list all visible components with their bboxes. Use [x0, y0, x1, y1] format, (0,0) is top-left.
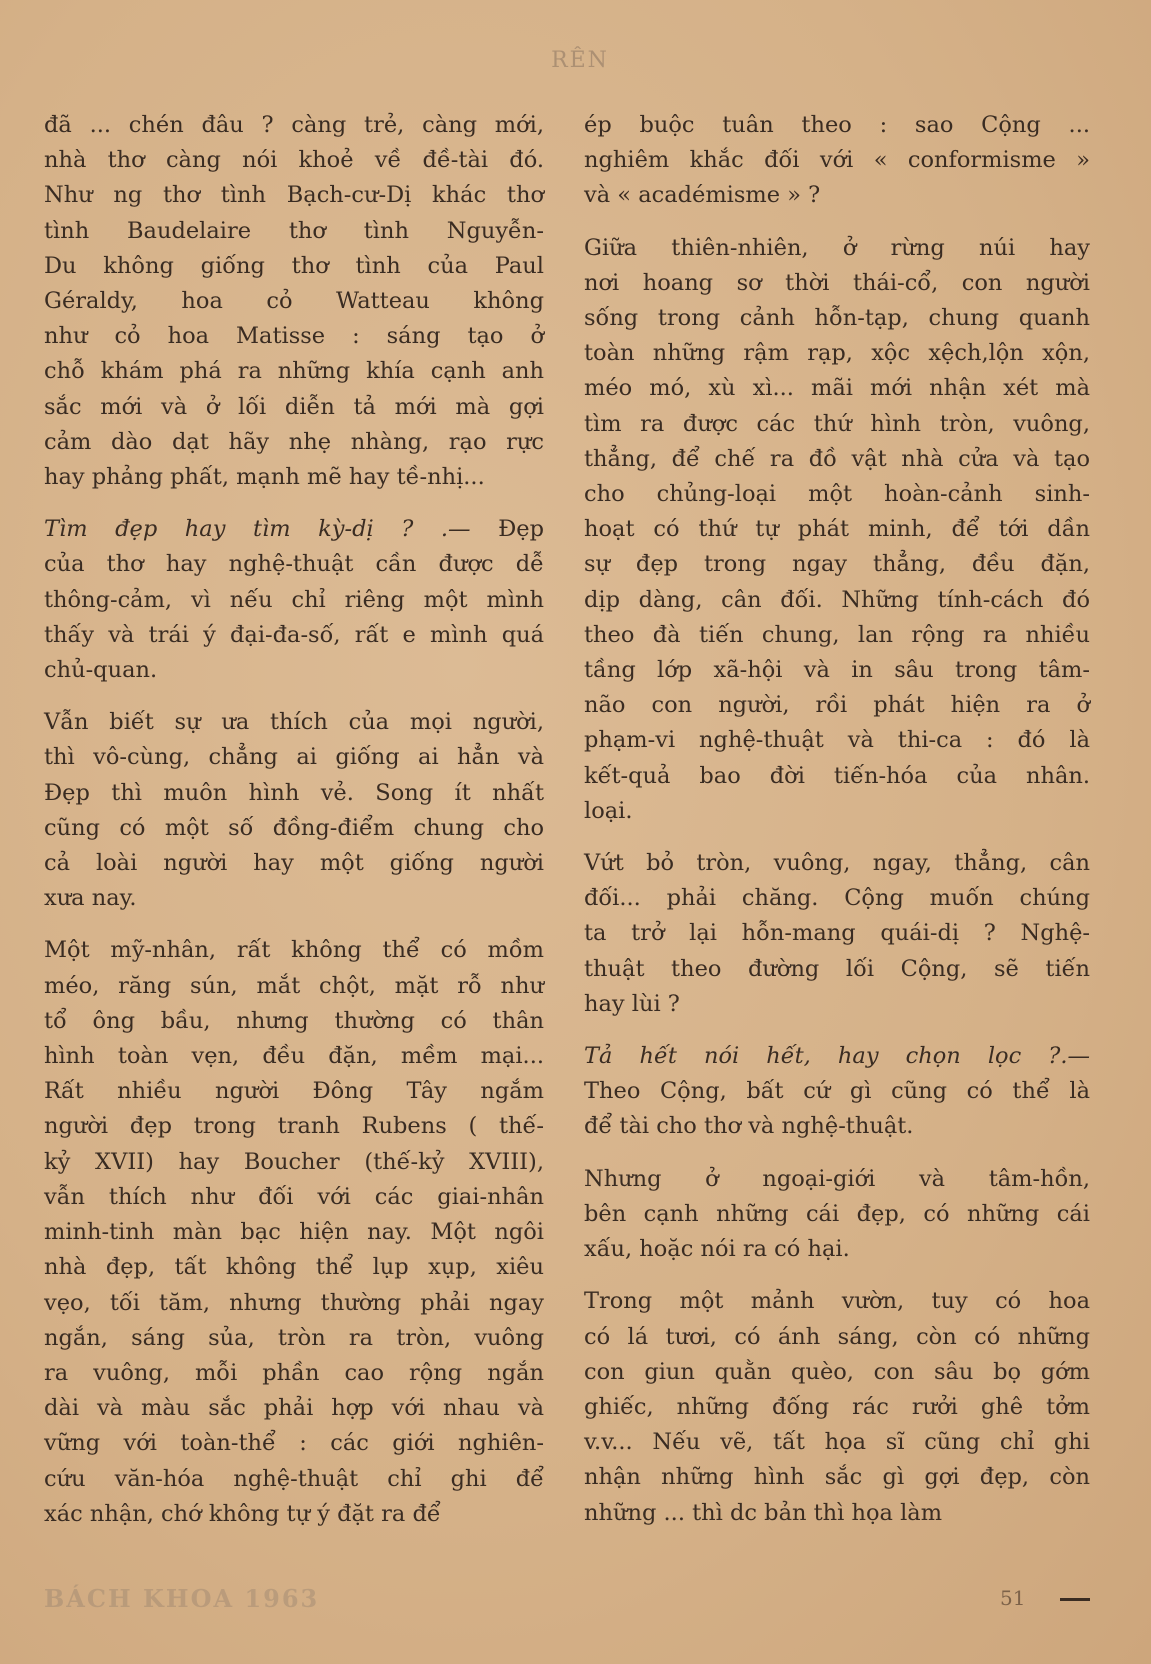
text-line: tình Baudelaire thơ tình Nguyễn-	[44, 217, 544, 244]
text-line: kết-quả bao đời tiến-hóa của nhân.	[584, 762, 1090, 789]
text-line: chỗ khám phá ra những khía cạnh anh	[44, 358, 544, 385]
left-paragraph	[44, 933, 544, 1531]
text-line: Giữa thiên-nhiên, ở rừng núi hay	[584, 234, 1090, 261]
text-line: cứu văn-hóa nghệ-thuật chỉ ghi để	[44, 1465, 544, 1492]
left-paragraph	[44, 512, 544, 688]
text-line: dài và màu sắc phải hợp với nhau và	[44, 1395, 544, 1422]
text-line: xưa nay.	[44, 885, 137, 912]
right-column	[584, 108, 1090, 1548]
text-line: cả loài người hay một giống người	[44, 850, 544, 877]
text-line: nghiêm khắc đối với « conformisme »	[584, 147, 1090, 174]
text-line: tìm ra được các thứ hình tròn, vuông,	[584, 410, 1090, 437]
text-line: chủ-quan.	[44, 657, 158, 684]
text-line: tổ ông bầu, nhưng thường có thân	[44, 1007, 544, 1034]
right-paragraph	[584, 1284, 1090, 1530]
text-line: Đẹp thì muôn hình vẻ. Song ít nhất	[44, 779, 544, 806]
text-line: toàn những rậm rạp, xộc xệch,lộn xộn,	[584, 340, 1090, 367]
text-line: Rất nhiều người Đông Tây ngắm	[44, 1078, 544, 1105]
text-line: xác nhận, chớ không tự ý đặt ra để	[44, 1500, 441, 1527]
footer-dash	[1060, 1598, 1090, 1601]
text-line: sống trong cảnh hỗn-tạp, chung quanh	[584, 305, 1090, 332]
text-line: vẹo, tối tăm, nhưng thường phải ngay	[44, 1289, 544, 1316]
text-line: Géraldy, hoa cỏ Watteau không	[44, 288, 544, 315]
text-line: ghiếc, những đống rác rưởi ghê tởm	[584, 1393, 1090, 1420]
column-divider	[566, 100, 567, 1540]
text-line: cũng có một số đồng-điểm chung cho	[44, 814, 544, 841]
text-line: như cỏ hoa Matisse : sáng tạo ở	[44, 323, 544, 350]
text-line: Tìm đẹp hay tìm kỳ-dị ? .— Đẹp	[44, 516, 544, 543]
text-line: có lá tươi, có ánh sáng, còn có những	[584, 1323, 1090, 1350]
text-line: con giun quằn quèo, con sâu bọ gớm	[584, 1358, 1090, 1385]
text-line: dịp dàng, cân đối. Những tính-cách đó	[584, 586, 1090, 613]
text-line: sắc mới và ở lối diễn tả mới mà gợi	[44, 393, 544, 420]
text-line: nhận những hình sắc gì gợi đẹp, còn	[584, 1464, 1090, 1491]
text-line: Một mỹ-nhân, rất không thể có mồm	[44, 937, 544, 964]
text-line: cho chủng-loại một hoàn-cảnh sinh-	[584, 481, 1090, 508]
text-line: người đẹp trong tranh Rubens ( thế-	[44, 1113, 544, 1140]
right-paragraph	[584, 1039, 1090, 1145]
text-line: méo, răng sún, mắt chột, mặt rỗ như	[44, 972, 544, 999]
left-paragraph	[44, 705, 544, 916]
text-line: và « académisme » ?	[584, 182, 821, 209]
text-line: ép buộc tuân theo : sao Cộng ...	[584, 112, 1090, 138]
text-line: thẳng, để chế ra đồ vật nhà cửa và tạo	[584, 445, 1090, 472]
text-line: nhà đẹp, tất không thể lụp xụp, xiêu	[44, 1254, 544, 1281]
right-paragraph	[584, 108, 1090, 214]
text-line: bên cạnh những cái đẹp, có những cái	[584, 1200, 1090, 1227]
text-line: để tài cho thơ và nghệ-thuật.	[584, 1113, 914, 1140]
text-line: vẫn thích như đối với các giai-nhân	[44, 1183, 544, 1210]
left-column	[44, 108, 544, 1549]
text-line: đã ... chén đâu ? càng trẻ, càng mới,	[44, 112, 544, 138]
text-line: Trong một mảnh vườn, tuy có hoa	[584, 1288, 1090, 1315]
text-line: hay phảng phất, mạnh mẽ hay tề-nhị...	[44, 464, 485, 491]
text-line: tầng lớp xã-hội và in sâu trong tâm-	[584, 657, 1090, 684]
running-head: RÊN	[551, 48, 609, 73]
text-line: Theo Cộng, bất cứ gì cũng có thể là	[584, 1078, 1090, 1105]
text-line: ta trở lại hỗn-mang quái-dị ? Nghệ-	[584, 920, 1090, 947]
text-line: Vứt bỏ tròn, vuông, ngay, thẳng, cân	[584, 850, 1090, 877]
text-line: hoạt có thứ tự phát minh, để tới dần	[584, 516, 1090, 543]
right-paragraph	[584, 846, 1090, 1022]
text-line: nơi hoang sơ thời thái-cổ, con người	[584, 269, 1090, 296]
text-line: thông-cảm, vì nếu chỉ riêng một mình	[44, 586, 544, 613]
text-line: sự đẹp trong ngay thẳng, đều đặn,	[584, 551, 1090, 578]
text-line: xấu, hoặc nói ra có hại.	[584, 1236, 850, 1263]
text-line: của thơ hay nghệ-thuật cần được dễ	[44, 551, 544, 578]
text-line: đối... phải chăng. Cộng muốn chúng	[584, 885, 1090, 912]
section-heading: Tả hết nói hết, hay chọn lọc ?.—	[584, 1043, 1090, 1070]
text-line: theo đà tiến chung, lan rộng ra nhiều	[584, 621, 1090, 648]
text-line: kỷ XVII) hay Boucher (thế-kỷ XVIII),	[44, 1148, 544, 1175]
text-line	[584, 1039, 1090, 1074]
text-line: não con người, rồi phát hiện ra ở	[584, 692, 1090, 719]
text-line: thì vô-cùng, chẳng ai giống ai hẳn và	[44, 744, 544, 771]
text-line: Vẫn biết sự ưa thích của mọi người,	[44, 709, 544, 736]
text-line: Như ng thơ tình Bạch-cư-Dị khác thơ	[44, 182, 544, 209]
text-line: hình toàn vẹn, đều đặn, mềm mại...	[44, 1043, 544, 1070]
text-line: minh-tinh màn bạc hiện nay. Một ngôi	[44, 1219, 544, 1246]
text-line: những ... thì dc bản thì họa làm	[584, 1499, 943, 1526]
text-line: ngắn, sáng sủa, tròn ra tròn, vuông	[44, 1324, 544, 1351]
left-paragraph	[44, 108, 544, 495]
text-line: phạm-vi nghệ-thuật và thi-ca : đó là	[584, 727, 1090, 754]
text-line: Du không giống thơ tình của Paul	[44, 252, 544, 279]
text-line: Nhưng ở ngoại-giới và tâm-hồn,	[584, 1165, 1090, 1192]
right-paragraph	[584, 1162, 1090, 1268]
page-number: 51	[1000, 1586, 1026, 1610]
section-heading: Tìm đẹp hay tìm kỳ-dị ? .—	[44, 516, 471, 543]
text-line: vững với toàn-thể : các giới nghiên-	[44, 1430, 544, 1457]
text-line: thấy và trái ý đại-đa-số, rất e mình quá	[44, 621, 544, 648]
text-line: nhà thơ càng nói khoẻ về đề-tài đó.	[44, 147, 544, 174]
text-line: cảm dào dạt hãy nhẹ nhàng, rạo rực	[44, 428, 544, 455]
text-line: loại.	[584, 797, 633, 824]
text-line: ra vuông, mỗi phần cao rộng ngắn	[44, 1359, 544, 1386]
right-paragraph	[584, 231, 1090, 829]
footer-journal-name: BÁCH KHOA 1963	[44, 1584, 320, 1613]
text-line: thuật theo đường lối Cộng, sẽ tiến	[584, 955, 1090, 982]
text-line: hay lùi ?	[584, 990, 680, 1017]
text-line: v.v... Nếu vẽ, tất họa sĩ cũng chỉ ghi	[584, 1429, 1090, 1456]
text-line: méo mó, xù xì... mãi mới nhận xét mà	[584, 375, 1090, 402]
